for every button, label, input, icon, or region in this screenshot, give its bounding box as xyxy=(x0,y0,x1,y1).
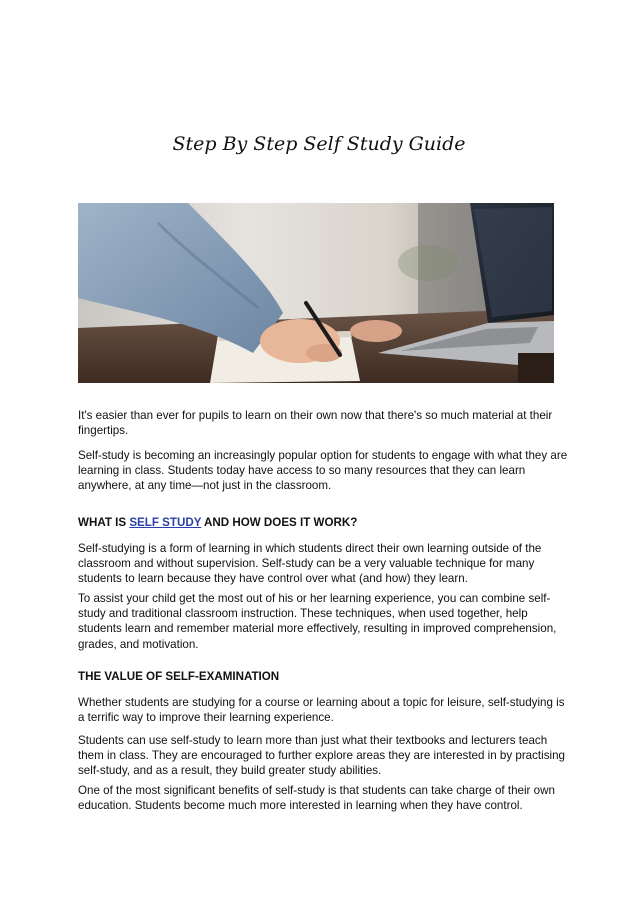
section1-paragraph-1: Self-studying is a form of learning in which students direct their own learning outside of the classroom and without supervision. Self-study can be a very valuable technique for many students to learn because they have control over what (and how) they learn. xyxy=(78,542,542,586)
intro-paragraph-1: It's easier than ever for pupils to learn on their own now that there's so much material at their fingertips. xyxy=(78,409,553,438)
section-heading-what-is-self-study xyxy=(78,516,568,529)
section2-paragraph-3: One of the most significant benefits of self-study is that students can take charge of their own education. Students become much more interested in learning when they have control. xyxy=(78,784,555,813)
intro-paragraph-2: Self-study is becoming an increasingly popular option for students to engage with what they are learning in class. Students today have access to so many resources that they can learn anywhere, at any time—not just in the classroom. xyxy=(78,449,568,493)
heading-prefix: WHAT IS xyxy=(78,516,130,529)
section2-paragraph-2: Students can use self-study to learn more than just what their textbooks and lecturers teach them in class. They are encouraged to further explore areas they are interested in by practising self-study, and as a result, they build greater study abilities. xyxy=(78,734,565,778)
hero-photo-student-writing-laptop xyxy=(78,203,554,383)
self-study-link[interactable]: SELF STUDY xyxy=(129,516,202,529)
section-heading-value-of-self-examination: THE VALUE OF SELF-EXAMINATION xyxy=(78,670,280,683)
section2-paragraph-1: Whether students are studying for a course or learning about a topic for leisure, self-studying is a terrific way to improve their learning experience. xyxy=(78,696,565,725)
section1-paragraph-2: To assist your child get the most out of his or her learning experience, you can combine self-study and traditional classroom instruction. These techniques, when used together, help students learn and remember material more effectively, resulting in improved comprehension, grades, and motivation. xyxy=(78,592,557,651)
heading-suffix: AND HOW DOES IT WORK? xyxy=(201,516,358,529)
page-title: Step By Step Self Study Guide xyxy=(172,133,466,155)
